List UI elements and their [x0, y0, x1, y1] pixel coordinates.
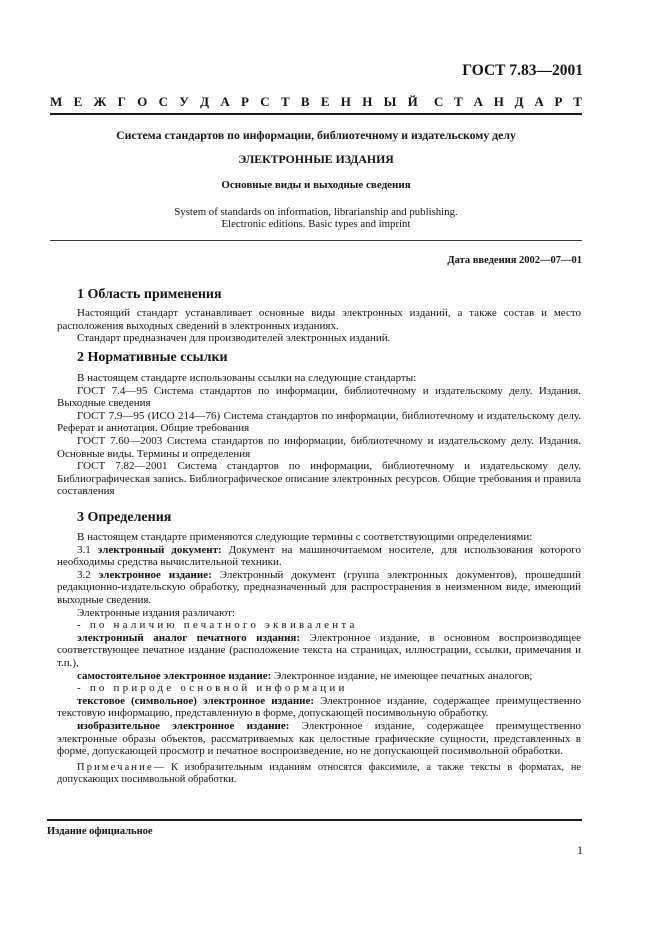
banner-letter: М [50, 94, 63, 109]
banner-letter: Й [407, 94, 418, 109]
banner-letter: Г [117, 94, 126, 109]
title-rule [50, 240, 582, 241]
banner-letter: С [260, 94, 270, 109]
classification-criterion: - по наличию печатного эквивалента [77, 619, 358, 632]
banner-letter: О [137, 94, 148, 109]
banner-word-standard [434, 94, 582, 110]
section-1-heading: 1 Область применения [77, 287, 222, 302]
banner-letter: Т [280, 94, 290, 109]
paragraph: Электронные издания различают: [77, 606, 235, 619]
section-3-body [57, 531, 581, 787]
section-1-body [57, 307, 581, 345]
paragraph: В настоящем стандарте использованы ссылки на следующие стандарты: [77, 372, 417, 384]
term: самостоятельное электронное издание: [77, 669, 272, 682]
banner-letter: Е [320, 94, 330, 109]
section-2-body [57, 372, 581, 498]
header-rule [50, 113, 582, 115]
document-number: ГОСТ 7.83—2001 [462, 62, 583, 79]
term-entry [57, 720, 581, 758]
definition-3-2 [57, 569, 581, 607]
banner-letter: С [434, 94, 444, 109]
definition-3-1 [57, 544, 581, 569]
reference-item: ГОСТ 7.82—2001 Система стандартов по информации, библиотечному и издательскому делу. Библиографическая запись. Библиографическое описание электронных ресурсов. Общие требования и правила составления [57, 460, 581, 498]
paragraph: В настоящем стандарте применяются следующие термины с соответствующими определениями: [77, 531, 533, 543]
definition-number: 3.2 [77, 568, 91, 581]
reference-item: ГОСТ 7.4—95 Система стандартов по информации, библиотечному и издательскому делу. Издания. Выходные сведения [57, 384, 581, 410]
banner-letter: Д [200, 94, 210, 109]
banner-letter: Т [573, 94, 582, 109]
section-3-heading: 3 Определения [77, 510, 172, 525]
english-title [50, 206, 582, 230]
document-title: ЭЛЕКТРОННЫЕ ИЗДАНИЯ [238, 152, 394, 166]
banner-letter: Н [340, 94, 351, 109]
banner-letter: У [179, 94, 189, 109]
term-entry [57, 695, 581, 720]
interstate-standard-banner [50, 94, 582, 110]
definition-term: электронный документ: [97, 543, 222, 556]
banner-letter: С [158, 94, 169, 109]
banner-letter: А [473, 94, 483, 109]
note-text: — К изобразительным изданиям относятся факсимиле, а также тексты в форматах, не допускающих посимвольной обработки. [57, 761, 581, 786]
banner-letter: В [300, 94, 310, 109]
page-number: 1 [577, 843, 583, 857]
term-text: Электронное издание, содержащее преимущественно текстовую информацию, представленную в форме, допускающей посимвольную обработку. [57, 694, 582, 720]
term-entry [57, 670, 581, 683]
english-title-line-2: Electronic editions. Basic types and imprint [221, 218, 411, 230]
banner-letter: Т [454, 94, 463, 109]
banner-letter: Д [514, 94, 524, 109]
section-2-heading: 2 Нормативные ссылки [77, 350, 228, 365]
banner-letter: А [534, 94, 544, 109]
paragraph: Стандарт предназначен для производителей электронных изданий. [77, 332, 391, 345]
standards-series-title: Система стандартов по информации, библиотечному и издательскому делу [116, 128, 516, 142]
english-title-line-1: System of standards on information, librarianship and publishing. [174, 206, 458, 218]
term: текстовое (символьное) электронное издание: [77, 694, 315, 707]
banner-letter: Н [493, 94, 504, 109]
note [57, 762, 581, 787]
definition-term: электронное издание: [98, 568, 212, 581]
term-text: Электронное издание, в основном воспроизводящее соответствующее печатное издание (расположение текста на страницах, иллюстрации, ссылки, примечания и т.п.), [57, 631, 581, 669]
banner-letter: Е [73, 94, 83, 109]
banner-word-interstate [50, 94, 418, 110]
banner-letter: А [220, 94, 230, 109]
banner-letter: Р [241, 94, 249, 109]
definition-text: Документ на машиночитаемом носителе, для использования которого необходимы средства вычислительной техники. [57, 543, 582, 569]
banner-letter: Н [362, 94, 373, 109]
banner-letter: Ж [93, 94, 107, 109]
term-entry [57, 632, 581, 670]
reference-item: ГОСТ 7.60—2003 Система стандартов по информации, библиотечному и издательскому делу. Издания. Основные виды. Термины и определения [57, 434, 581, 460]
note-label: Примечание [77, 761, 154, 773]
document-subtitle: Основные виды и выходные сведения [221, 179, 411, 191]
paragraph: Настоящий стандарт устанавливает основные виды электронных изданий, а также состав и место расположения выходных сведений в электронных изданиях. [57, 307, 581, 332]
banner-letter: Ы [383, 94, 397, 109]
term: электронный аналог печатного издания: [77, 631, 301, 644]
introduction-date: Дата введения 2002—07—01 [447, 255, 582, 266]
reference-item: ГОСТ 7.9—95 (ИСО 214—76) Система стандартов по информации, библиотечному и издательскому делу. Реферат и аннотация. Общие требования [57, 409, 581, 435]
banner-letter: Р [554, 94, 563, 109]
definition-number: 3.1 [77, 543, 91, 556]
term-text: Электронное издание, содержащее преимущественно электронные образы объектов, рассматриваемых как целостные графические сущности, представленных в форме, допускающей просмотр и печатное воспроизведение, но не допускающей посимвольной обработки. [57, 719, 581, 758]
term: изобразительное электронное издание: [77, 719, 290, 732]
classification-criterion: - по природе основной информации [77, 682, 348, 695]
footer-rule [47, 819, 582, 821]
definition-text: Электронный документ (группа электронных документов), прошедший редакционно-издательскую обработку, предназначенный для распространения в неизменном виде, имеющий выходные сведения. [57, 568, 582, 606]
official-edition-label: Издание официальное [47, 826, 153, 837]
term-text: Электронное издание, не имеющее печатных аналогов; [274, 669, 533, 682]
